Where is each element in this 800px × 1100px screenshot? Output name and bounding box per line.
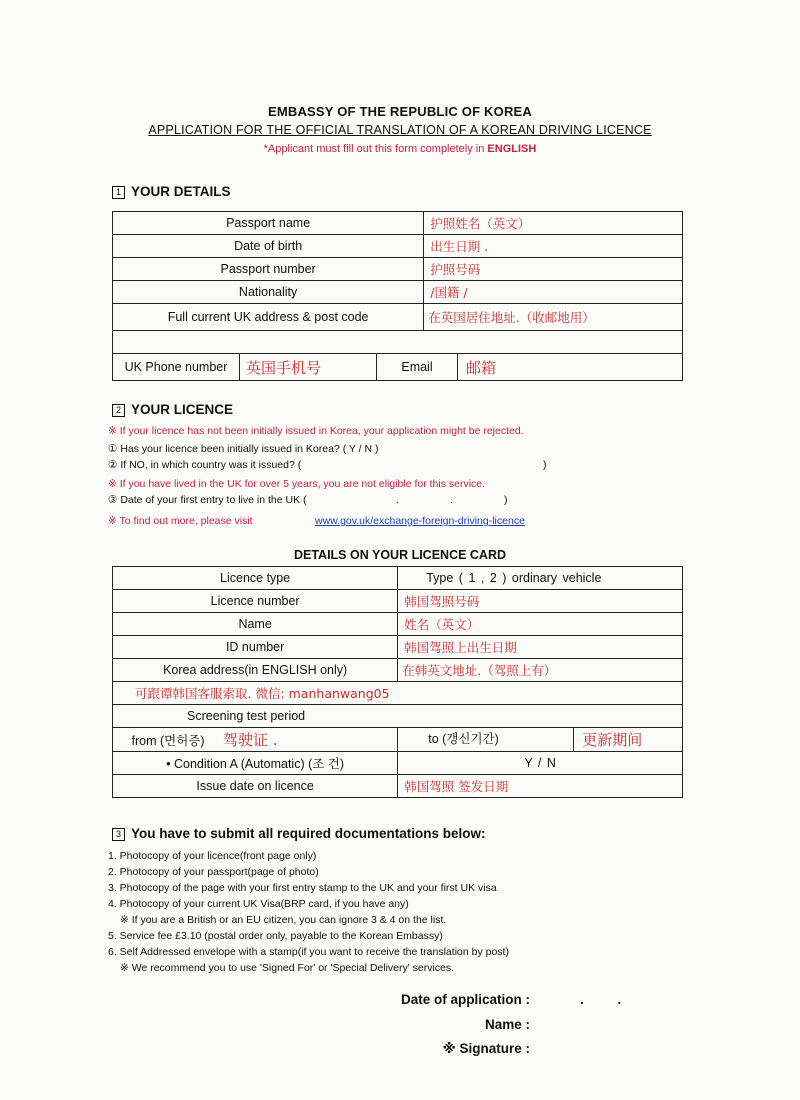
passport-name-label: Passport name — [113, 212, 424, 235]
date-of-application-label: Date of application : — [400, 992, 530, 1007]
korea-address-label: Korea address(in ENGLISH only) — [113, 659, 398, 682]
korea-address-value[interactable]: 在韩英文地址.（驾照上有） — [398, 659, 683, 682]
table-row — [113, 567, 683, 590]
passport-name-value[interactable]: 护照姓名（英文） — [424, 212, 683, 235]
id-number-value[interactable]: 韩国驾照上出生日期 — [398, 636, 683, 659]
list-item: ※ If you are a British or an EU citizen, you can ignore 3 & 4 on the list. — [120, 914, 447, 926]
section-your-licence-heading — [112, 402, 233, 417]
table-row — [113, 331, 683, 354]
card-name-value[interactable]: 姓名（英文） — [398, 613, 683, 636]
licence-question-1[interactable]: ① Has your licence been initially issued in Korea? ( Y / N ) — [108, 443, 379, 455]
entry-date-question[interactable]: ③ Date of your first entry to live in the UK ( — [108, 494, 307, 506]
list-item: 3. Photocopy of the page with your first entry stamp to the UK and your first UK visa — [108, 882, 497, 894]
to-value[interactable]: 更新期间 — [582, 731, 643, 749]
phone-email-row — [113, 354, 683, 381]
licence-number-label: Licence number — [113, 590, 398, 613]
passport-number-label: Passport number — [113, 258, 424, 281]
entry-date-dots: . . — [396, 494, 453, 506]
phone-value[interactable]: 英国手机号 — [240, 354, 377, 380]
address-continuation[interactable] — [113, 331, 683, 354]
nationality-value[interactable]: /国籍 / — [424, 281, 683, 304]
condition-label: • Condition A (Automatic) (조 건) — [113, 752, 398, 775]
table-row — [113, 659, 683, 682]
find-out-more-text: ※ To find out more, please visit — [108, 515, 253, 527]
licence-question-2-close: ) — [543, 459, 547, 471]
licence-number-value[interactable]: 韩国驾照号码 — [398, 590, 683, 613]
list-item: 4. Photocopy of your current UK Visa(BRP card, if you have any) — [108, 898, 409, 910]
signature-label: ※ Signature : — [442, 1041, 530, 1056]
section-your-details-heading — [112, 184, 231, 199]
section-title: You have to submit all required documentations below: — [131, 826, 486, 841]
table-row — [113, 590, 683, 613]
form-title: APPLICATION FOR THE OFFICIAL TRANSLATION OF A KOREAN DRIVING LICENCE — [148, 123, 652, 137]
list-item: 1. Photocopy of your licence(front page only) — [108, 850, 317, 862]
licence-question-2[interactable]: ② If NO, in which country was it issued? ( — [108, 459, 302, 471]
table-row — [113, 212, 683, 235]
section-number-box: 1 — [112, 186, 125, 199]
table-row — [113, 258, 683, 281]
email-value[interactable]: 邮箱 — [466, 358, 497, 377]
notice-text: *Applicant must fill out this form completely in — [263, 143, 485, 155]
screening-test-label: Screening test period — [113, 705, 683, 728]
licence-card-title: DETAILS ON YOUR LICENCE CARD — [293, 548, 507, 562]
to-cell — [398, 728, 683, 752]
from-value[interactable]: 驾驶证 . — [223, 731, 278, 749]
table-row — [113, 235, 683, 258]
passport-number-value[interactable]: 护照号码 — [424, 258, 683, 281]
requirements-list — [108, 848, 509, 976]
table-row — [113, 705, 683, 728]
from-label: from (면허증) — [131, 733, 205, 748]
section-title: YOUR LICENCE — [131, 402, 234, 417]
english-notice — [0, 143, 800, 155]
card-name-label: Name — [113, 613, 398, 636]
section-number-box: 2 — [112, 404, 125, 417]
licence-type-value[interactable]: Type ( 1 , 2 ) ordinary vehicle — [398, 567, 683, 590]
issue-date-value[interactable]: 韩国驾照 签发日期 — [398, 775, 683, 798]
email-label: Email — [377, 354, 458, 380]
licence-warning: ※ If your licence has not been initially issued in Korea, your application might be rejected. — [108, 425, 524, 437]
address-label: Full current UK address & post code — [113, 304, 424, 331]
licence-card-table — [112, 566, 683, 798]
nationality-label: Nationality — [113, 281, 424, 304]
table-row — [113, 728, 683, 752]
table-row — [113, 682, 683, 705]
your-details-table — [112, 211, 683, 381]
list-item: 5. Service fee £3.10 (postal order only, payable to the Korean Embassy) — [108, 930, 443, 942]
section-number-box: 3 — [112, 828, 125, 841]
table-row — [113, 304, 683, 331]
table-row — [113, 752, 683, 775]
notice-emphasis: ENGLISH — [487, 143, 537, 155]
section-documents-heading — [112, 826, 486, 841]
from-cell — [113, 728, 398, 752]
residency-warning: ※ If you have lived in the UK for over 5 years, you are not eligible for this service. — [108, 478, 486, 490]
to-label: to (갱신기간) — [398, 728, 574, 751]
date-of-birth-value[interactable]: 出生日期 . — [424, 235, 683, 258]
applicant-name-label: Name : — [484, 1017, 530, 1032]
list-item: ※ We recommend you to use 'Signed For' or 'Special Delivery' services. — [120, 962, 455, 974]
gov-uk-link[interactable]: www.gov.uk/exchange-foreign-driving-licence — [315, 515, 525, 527]
list-item: 6. Self Addressed envelope with a stamp(if you want to receive the translation by post) — [108, 946, 509, 958]
date-of-application-dots[interactable]: . . — [580, 992, 622, 1007]
id-number-label: ID number — [113, 636, 398, 659]
wechat-note[interactable]: 可跟谭韩国客服索取. 微信: manhanwang05 — [113, 682, 683, 705]
entry-date-close: ) — [504, 494, 508, 506]
table-row — [113, 775, 683, 798]
embassy-title: EMBASSY OF THE REPUBLIC OF KOREA — [267, 104, 532, 119]
condition-value[interactable]: Y / N — [398, 752, 683, 775]
address-value[interactable]: 在英国居住地址.（收邮地用） — [424, 304, 683, 331]
table-row — [113, 354, 683, 381]
licence-type-label: Licence type — [113, 567, 398, 590]
phone-label: UK Phone number — [113, 354, 240, 380]
table-row — [113, 281, 683, 304]
section-title: YOUR DETAILS — [131, 184, 231, 199]
date-of-birth-label: Date of birth — [113, 235, 424, 258]
table-row — [113, 613, 683, 636]
issue-date-label: Issue date on licence — [113, 775, 398, 798]
table-row — [113, 636, 683, 659]
list-item: 2. Photocopy of your passport(page of photo) — [108, 866, 319, 878]
